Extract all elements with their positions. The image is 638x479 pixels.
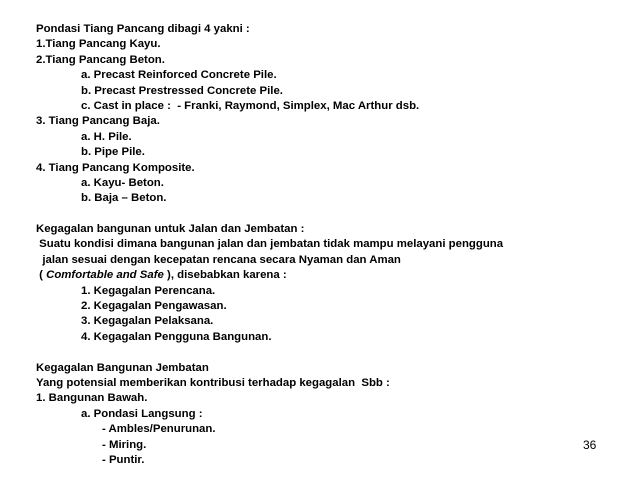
failure-cause-user: 4. Kegagalan Pengguna Bangunan. — [81, 330, 272, 343]
steel-subtype-pipe-pile: b. Pipe Pile. — [81, 146, 145, 159]
composite-subtype-wood-concrete: a. Kayu- Beton. — [81, 176, 164, 189]
pile-types-heading: Pondasi Tiang Pancang dibagi 4 yakni : — [36, 23, 250, 35]
substructure-item: 1. Bangunan Bawah. — [36, 392, 148, 405]
twist-point: - Puntir. — [102, 453, 145, 466]
failure-definition-line-2: jalan sesuai dengan kecepatan rencana secara Nyaman dan Aman — [36, 253, 401, 266]
settlement-point: - Ambles/Penurunan. — [102, 423, 216, 436]
pile-type-wood: 1.Tiang Pancang Kayu. — [36, 38, 161, 51]
concrete-subtype-precast-prestressed: b. Precast Prestressed Concrete Pile. — [81, 84, 283, 97]
composite-subtype-steel-concrete: b. Baja – Beton. — [81, 192, 167, 205]
comfortable-safe-term: Comfortable and Safe — [46, 269, 164, 282]
pile-type-composite: 4. Tiang Pancang Komposite. — [36, 161, 195, 174]
road-bridge-failure-heading: Kegagalan bangunan untuk Jalan dan Jembatan : — [36, 223, 305, 236]
spacer — [36, 345, 616, 360]
shallow-foundation-item: a. Pondasi Langsung : — [81, 407, 203, 420]
paren-open: ( — [36, 269, 47, 282]
failure-definition-line-3 — [36, 268, 616, 283]
failure-definition-line-1: Suatu kondisi dimana bangunan jalan dan jembatan tidak mampu melayani pengguna — [36, 238, 504, 251]
bridge-failure-heading: Kegagalan Bangunan Jembatan — [36, 361, 209, 374]
slide-content — [36, 22, 616, 468]
paren-close-text: ), disebabkan karena : — [163, 269, 287, 282]
bridge-failure-intro: Yang potensial memberikan kontribusi terhadap kegagalan Sbb : — [36, 376, 390, 389]
pile-type-concrete: 2.Tiang Pancang Beton. — [36, 53, 165, 66]
spacer — [36, 207, 616, 222]
page-number: 36 — [583, 438, 597, 452]
failure-cause-supervision: 2. Kegagalan Pengawasan. — [81, 300, 227, 313]
concrete-subtype-precast-reinforced: a. Precast Reinforced Concrete Pile. — [81, 69, 277, 82]
tilt-point: - Miring. — [102, 438, 147, 451]
concrete-subtype-cast-in-place: c. Cast in place : - Franki, Raymond, Simplex, Mac Arthur dsb. — [81, 99, 420, 112]
failure-cause-planner: 1. Kegagalan Perencana. — [81, 284, 216, 297]
failure-cause-contractor: 3. Kegagalan Pelaksana. — [81, 315, 214, 328]
pile-type-steel: 3. Tiang Pancang Baja. — [36, 115, 160, 128]
steel-subtype-h-pile: a. H. Pile. — [81, 130, 132, 143]
